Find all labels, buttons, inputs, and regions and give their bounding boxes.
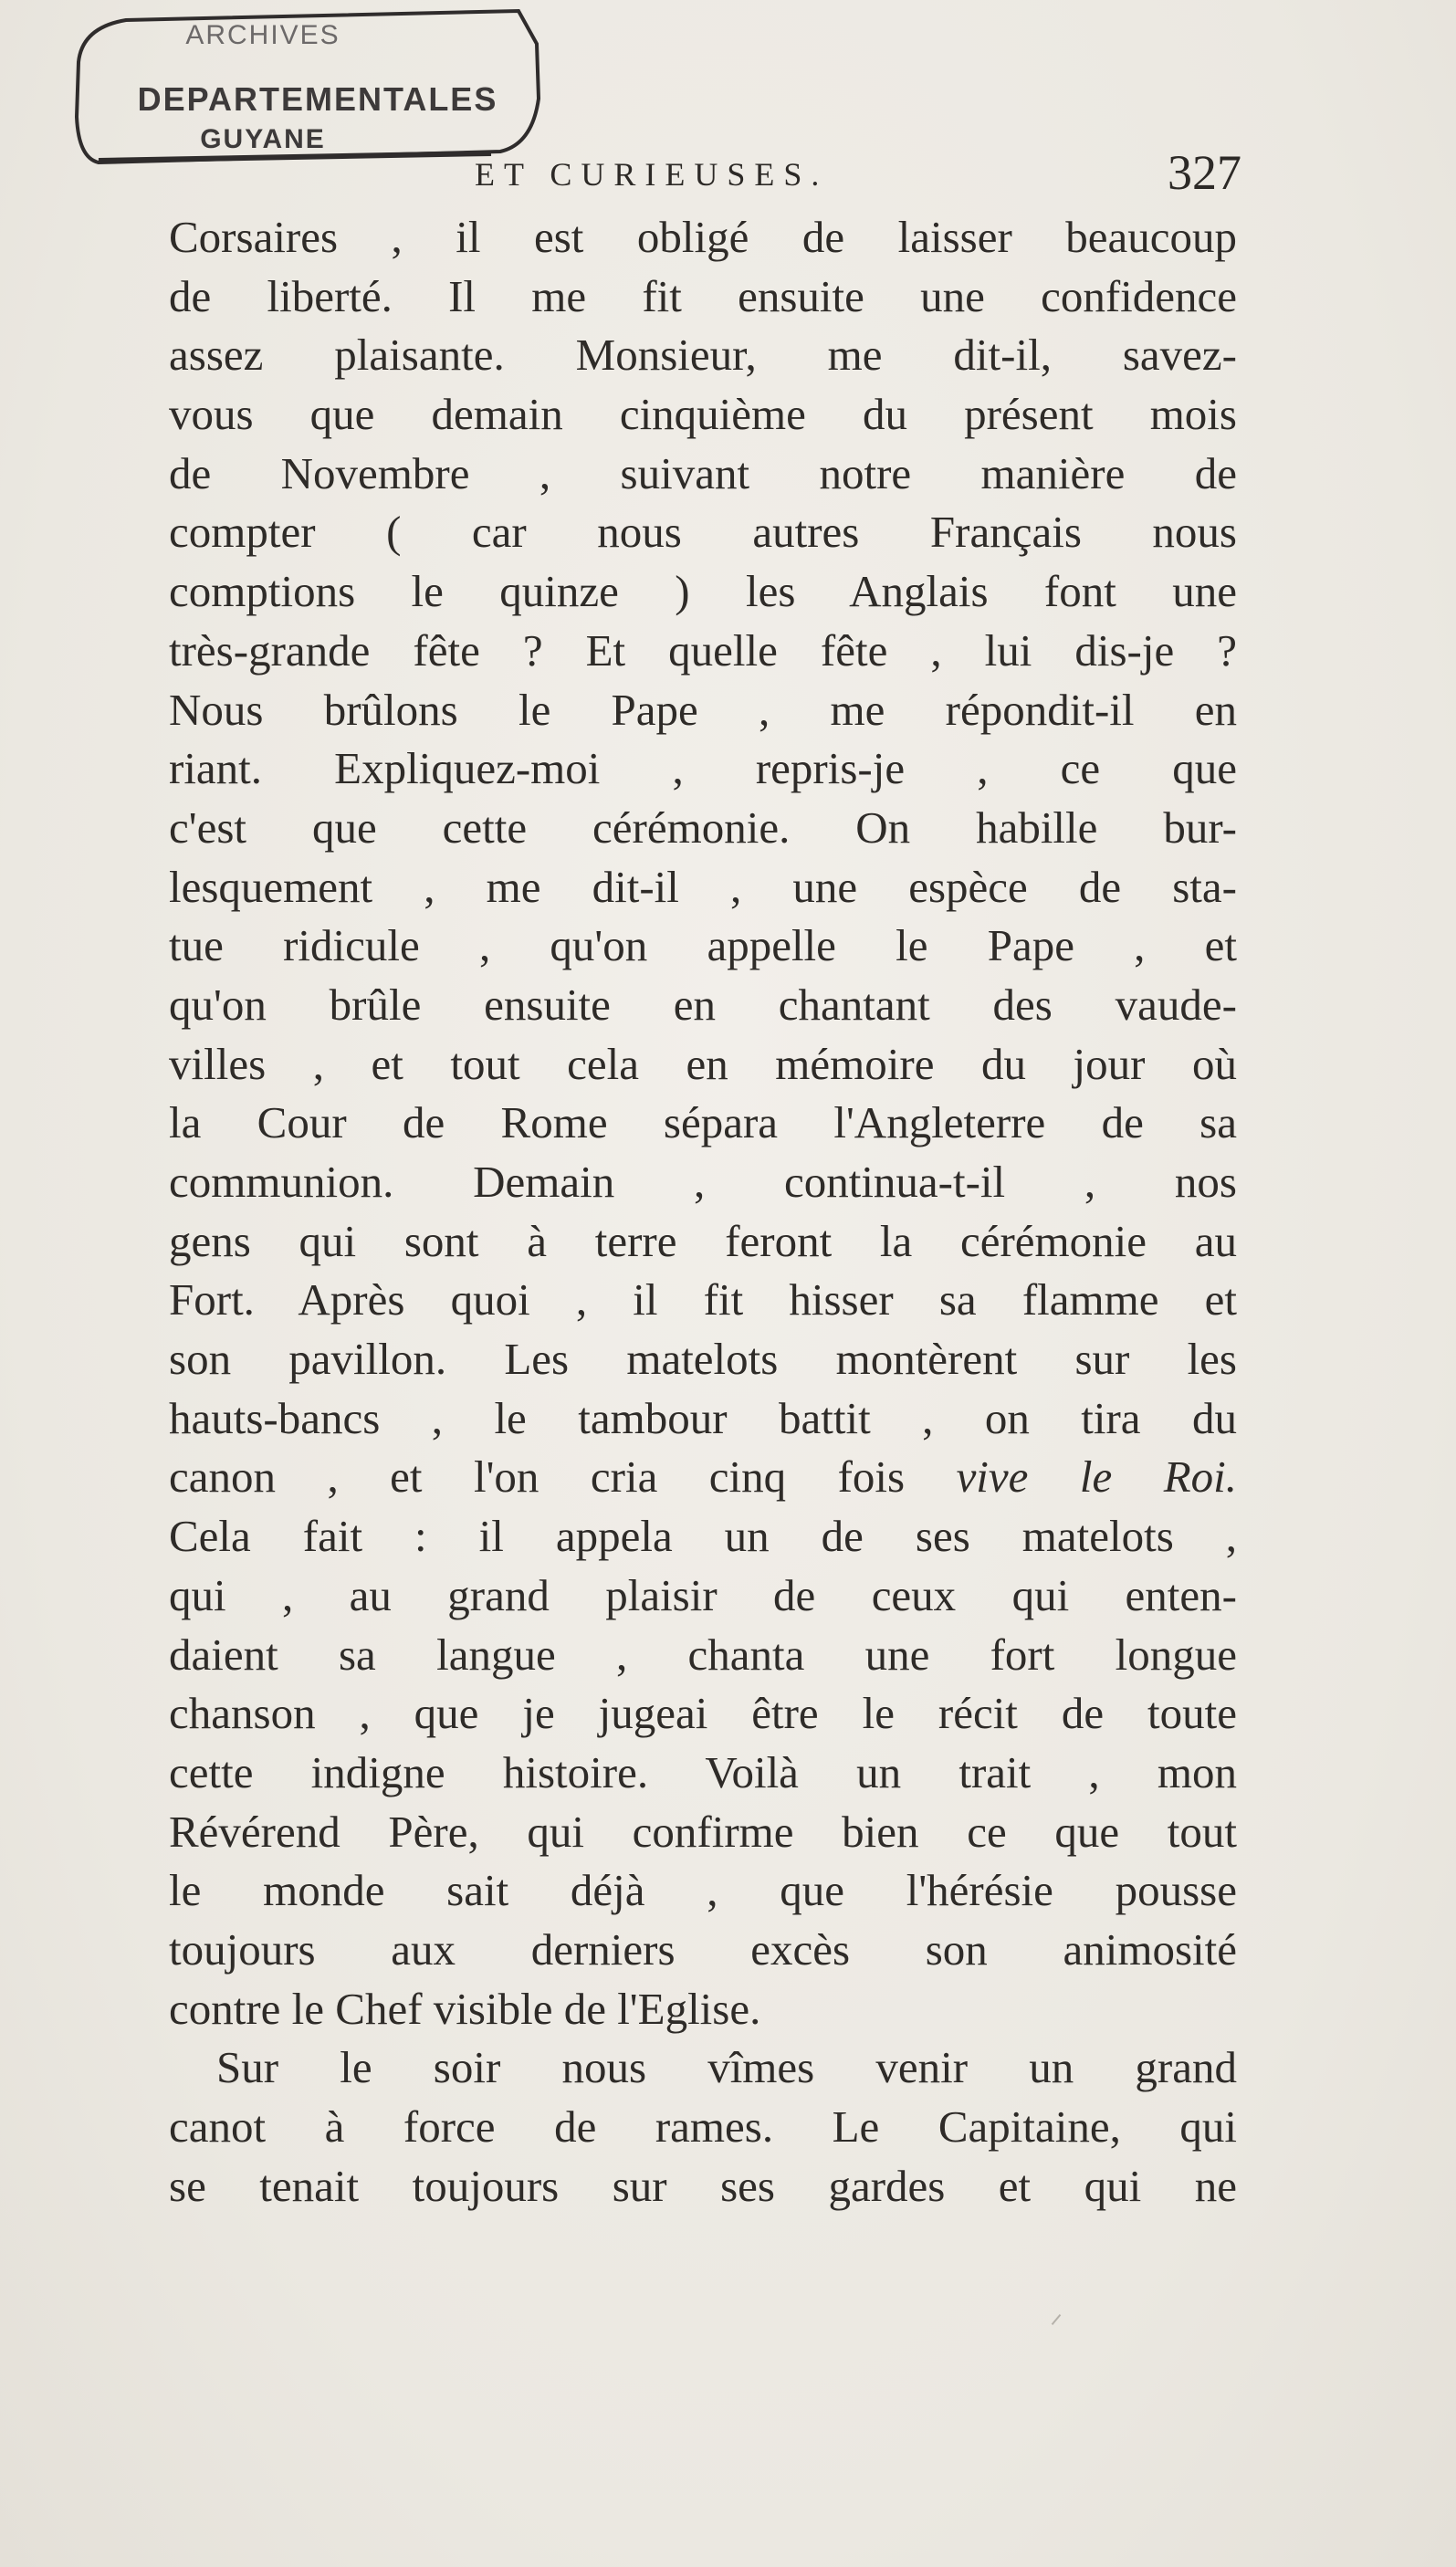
paper-mark: [1052, 2314, 1062, 2325]
text-line: vous que demain cinquième du présent mois: [169, 389, 1237, 440]
text-line: compter ( car nous autres Français nous: [169, 507, 1237, 558]
text-line: daient sa langue , chanta une fort longue: [169, 1629, 1237, 1680]
text-line: c'est que cette cérémonie. On habille bur-: [169, 802, 1237, 853]
text-line: chanson , que je jugeai être le récit de toute: [169, 1688, 1237, 1739]
text-line: Corsaires , il est obligé de laisser beaucoup: [169, 212, 1237, 262]
text-line-with-italic: [169, 1448, 1237, 1507]
text-line: Sur le soir nous vîmes venir un grand: [216, 2042, 1237, 2093]
text-line: tue ridicule , qu'on appelle le Pape , et: [169, 920, 1237, 971]
text-line: Révérend Père, qui confirme bien ce que tout: [169, 1806, 1237, 1857]
text-line: lesquement , me dit-il , une espèce de sta-: [169, 861, 1237, 912]
text-line: la Cour de Rome sépara l'Angleterre de sa: [169, 1097, 1237, 1148]
stamp-line-departementales: DEPARTEMENTALES: [137, 80, 498, 118]
text-line: Cela fait : il appela un de ses matelots ,: [169, 1511, 1237, 1562]
body-text: [169, 208, 1237, 2216]
text-line: toujours aux derniers excès son animosité: [169, 1923, 1237, 1975]
text-line: se tenait toujours sur ses gardes et qui ne: [169, 2160, 1237, 2211]
text-line: de liberté. Il me fit ensuite une confidence: [169, 270, 1237, 321]
text-line: assez plaisante. Monsieur, me dit-il, savez-: [169, 330, 1237, 381]
text-line: cette indigne histoire. Voilà un trait , mon: [169, 1746, 1237, 1797]
paragraph-2: [169, 2038, 1237, 2216]
stamp-line-guyane: GUYANE: [200, 124, 326, 154]
text-line: le monde sait déjà , que l'hérésie pousse: [169, 1865, 1237, 1916]
text-line: qu'on brûle ensuite en chantant des vaude-: [169, 979, 1237, 1030]
page-number: 327: [1168, 145, 1241, 200]
text-line: Nous brûlons le Pape , me répondit-il en: [169, 684, 1237, 735]
text-line: communion. Demain , continua-t-il , nos: [169, 1157, 1237, 1207]
running-header: [456, 146, 1241, 201]
text-line: villes , et tout cela en mémoire du jour où: [169, 1038, 1237, 1089]
stamp-line-archives: ARCHIVES: [185, 20, 340, 50]
italic-text: vive le Roi.: [956, 1451, 1237, 1503]
running-title: ET CURIEUSES.: [475, 156, 829, 193]
text-line: Fort. Après quoi , il fit hisser sa flamme et: [169, 1274, 1237, 1325]
text-segment: canon , et l'on cria cinq fois: [169, 1451, 957, 1503]
text-line: hauts-bancs , le tambour battit , on tira du: [169, 1392, 1237, 1443]
paragraph-1-continued: [169, 1448, 1237, 2038]
text-line: canot à force de rames. Le Capitaine, qui: [169, 2101, 1237, 2152]
text-line: gens qui sont à terre feront la cérémonie au: [169, 1215, 1237, 1266]
text-line: qui , au grand plaisir de ceux qui enten-: [169, 1569, 1237, 1620]
text-line: de Novembre , suivant notre manière de: [169, 447, 1237, 498]
text-line: riant. Expliquez-moi , repris-je , ce que: [169, 743, 1237, 794]
text-line: contre le Chef visible de l'Eglise.: [169, 1983, 761, 2034]
paragraph-1: [169, 208, 1237, 1448]
text-line: très-grande fête ? Et quelle fête , lui dis-je ?: [169, 624, 1237, 676]
text-line: son pavillon. Les matelots montèrent sur les: [169, 1334, 1237, 1385]
text-line: comptions le quinze ) les Anglais font une: [169, 566, 1237, 617]
